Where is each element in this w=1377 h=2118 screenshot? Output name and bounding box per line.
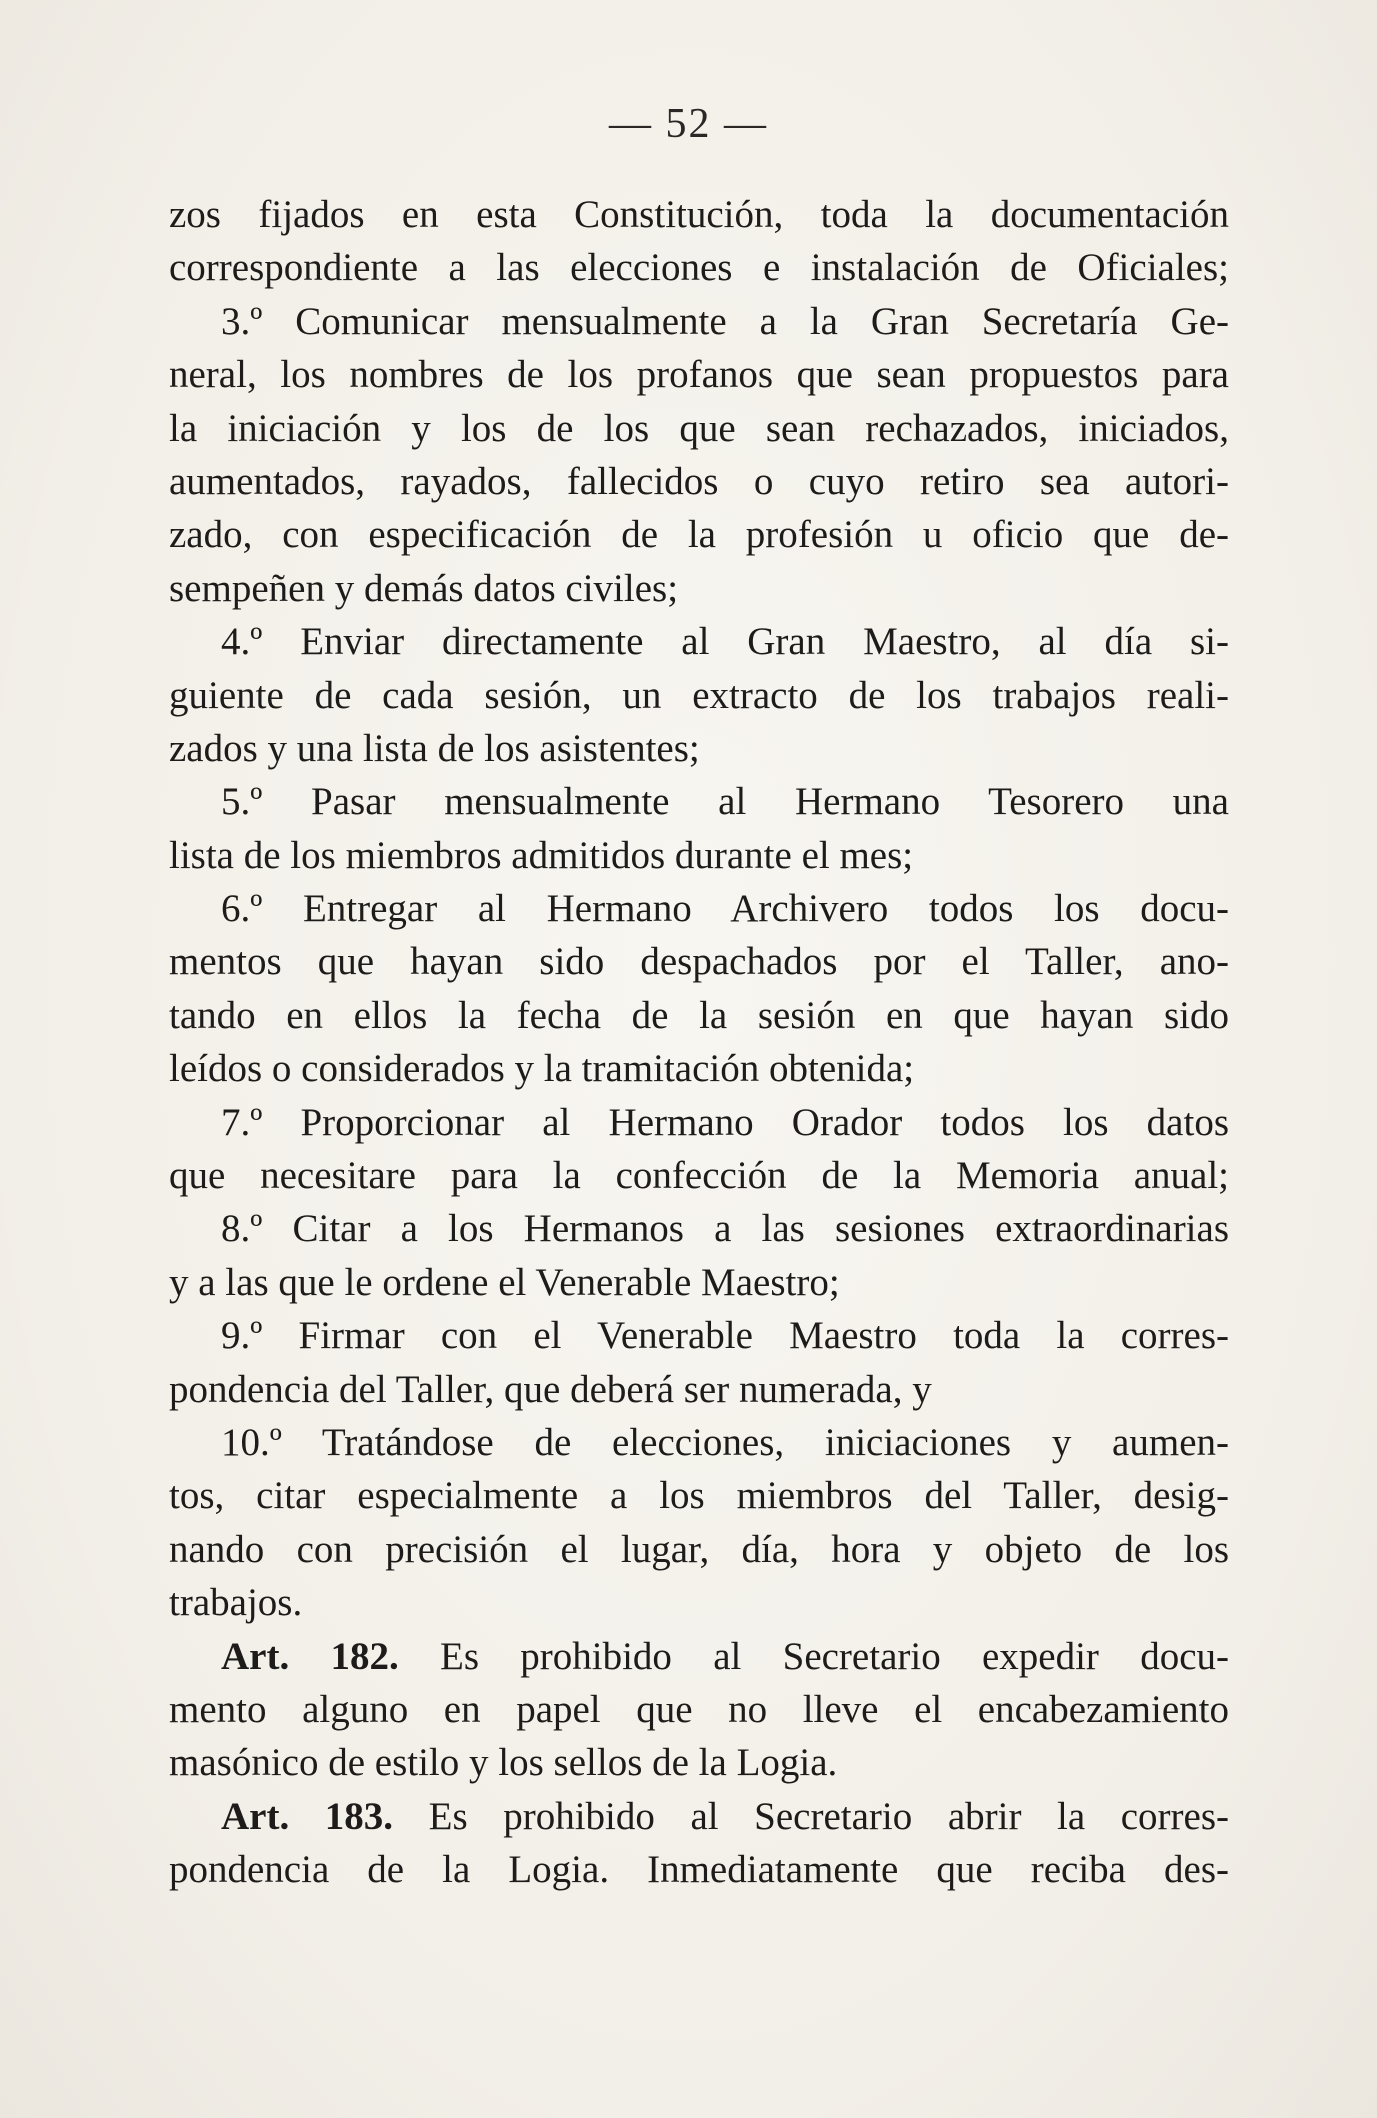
- text-line: [169, 1042, 1229, 1095]
- line-text: Es prohibido al Secretario abrir la corres-: [393, 1794, 1229, 1838]
- text-line: [169, 1523, 1229, 1576]
- line-text: 8.º Citar a los Hermanos a las sesiones extraordinarias: [221, 1207, 1229, 1251]
- text-line: [169, 669, 1229, 722]
- line-text: tando en ellos la fecha de la sesión en que hayan sido: [169, 993, 1229, 1037]
- line-text: trabajos.: [169, 1581, 303, 1625]
- line-text: guiente de cada sesión, un extracto de los trabajos reali-: [169, 673, 1229, 717]
- article-line: [169, 1630, 1229, 1683]
- text-line: [169, 348, 1229, 401]
- line-text: zado, con especificación de la profesión u oficio que de-: [169, 513, 1229, 557]
- text-line: [169, 1363, 1229, 1416]
- line-text: 5.º Pasar mensualmente al Hermano Tesorero una: [221, 780, 1229, 824]
- line-text: Es prohibido al Secretario expedir docu-: [398, 1634, 1229, 1678]
- text-line: [169, 1416, 1229, 1469]
- text-line: [169, 1683, 1229, 1736]
- line-text: 6.º Entregar al Hermano Archivero todos los docu-: [221, 887, 1229, 931]
- text-line: [169, 402, 1229, 455]
- text-line: [169, 508, 1229, 561]
- text-line: [169, 1469, 1229, 1522]
- line-text: 9.º Firmar con el Venerable Maestro toda la corres-: [221, 1314, 1229, 1358]
- text-line: [169, 775, 1229, 828]
- line-text: mentos que hayan sido despachados por el Taller, ano-: [169, 940, 1229, 984]
- text-line: [169, 188, 1229, 241]
- body-text: [169, 188, 1229, 1897]
- text-line: [169, 989, 1229, 1042]
- line-text: 4.º Enviar directamente al Gran Maestro, al día si-: [221, 620, 1229, 664]
- text-line: [169, 562, 1229, 615]
- line-text: 7.º Proporcionar al Hermano Orador todos los datos: [221, 1100, 1229, 1144]
- page-number: — 52 —: [609, 101, 768, 147]
- text-line: [169, 241, 1229, 294]
- line-text: aumentados, rayados, fallecidos o cuyo retiro sea autori-: [169, 459, 1229, 503]
- line-text: 10.º Tratándose de elecciones, iniciaciones y aumen-: [221, 1420, 1229, 1464]
- text-line: [169, 935, 1229, 988]
- line-text: correspondiente a las elecciones e instalación de Oficiales;: [169, 246, 1229, 290]
- text-line: [169, 1309, 1229, 1362]
- text-line: [169, 1736, 1229, 1789]
- text-line: [169, 722, 1229, 775]
- text-line: [169, 829, 1229, 882]
- line-text: leídos o considerados y la tramitación obtenida;: [169, 1047, 915, 1091]
- line-text: y a las que le ordene el Venerable Maestro;: [169, 1260, 840, 1304]
- text-line: [169, 1576, 1229, 1629]
- line-text: pondencia de la Logia. Inmediatamente que reciba des-: [169, 1848, 1229, 1892]
- line-text: zos fijados en esta Constitución, toda la documentación: [169, 193, 1229, 236]
- line-text: zados y una lista de los asistentes;: [169, 726, 700, 770]
- line-text: neral, los nombres de los profanos que sean propuestos para: [169, 353, 1229, 397]
- text-line: [169, 1096, 1229, 1149]
- article-line: [169, 1790, 1229, 1843]
- line-text: lista de los miembros admitidos durante el mes;: [169, 833, 914, 877]
- line-text: tos, citar especialmente a los miembros del Taller, desig-: [169, 1474, 1229, 1518]
- line-text: sempeñen y demás datos civiles;: [169, 566, 679, 610]
- line-text: 3.º Comunicar mensualmente a la Gran Secretaría Ge-: [221, 299, 1229, 343]
- line-text: mento alguno en papel que no lleve el encabezamiento: [169, 1687, 1229, 1731]
- text-line: [169, 295, 1229, 348]
- text-line: [169, 1256, 1229, 1309]
- text-line: [169, 1149, 1229, 1202]
- article-label: Art. 183.: [221, 1794, 394, 1838]
- line-text: masónico de estilo y los sellos de la Logia.: [169, 1741, 838, 1785]
- line-text: que necesitare para la confección de la Memoria anual;: [169, 1154, 1229, 1198]
- text-line: [169, 1202, 1229, 1255]
- line-text: nando con precisión el lugar, día, hora y objeto de los: [169, 1527, 1229, 1571]
- text-line: [169, 1843, 1229, 1896]
- article-label: Art. 182.: [221, 1634, 399, 1678]
- text-line: [169, 615, 1229, 668]
- line-text: la iniciación y los de los que sean rechazados, iniciados,: [169, 406, 1229, 450]
- line-text: pondencia del Taller, que deberá ser numerada, y: [169, 1367, 932, 1411]
- text-line: [169, 882, 1229, 935]
- text-line: [169, 455, 1229, 508]
